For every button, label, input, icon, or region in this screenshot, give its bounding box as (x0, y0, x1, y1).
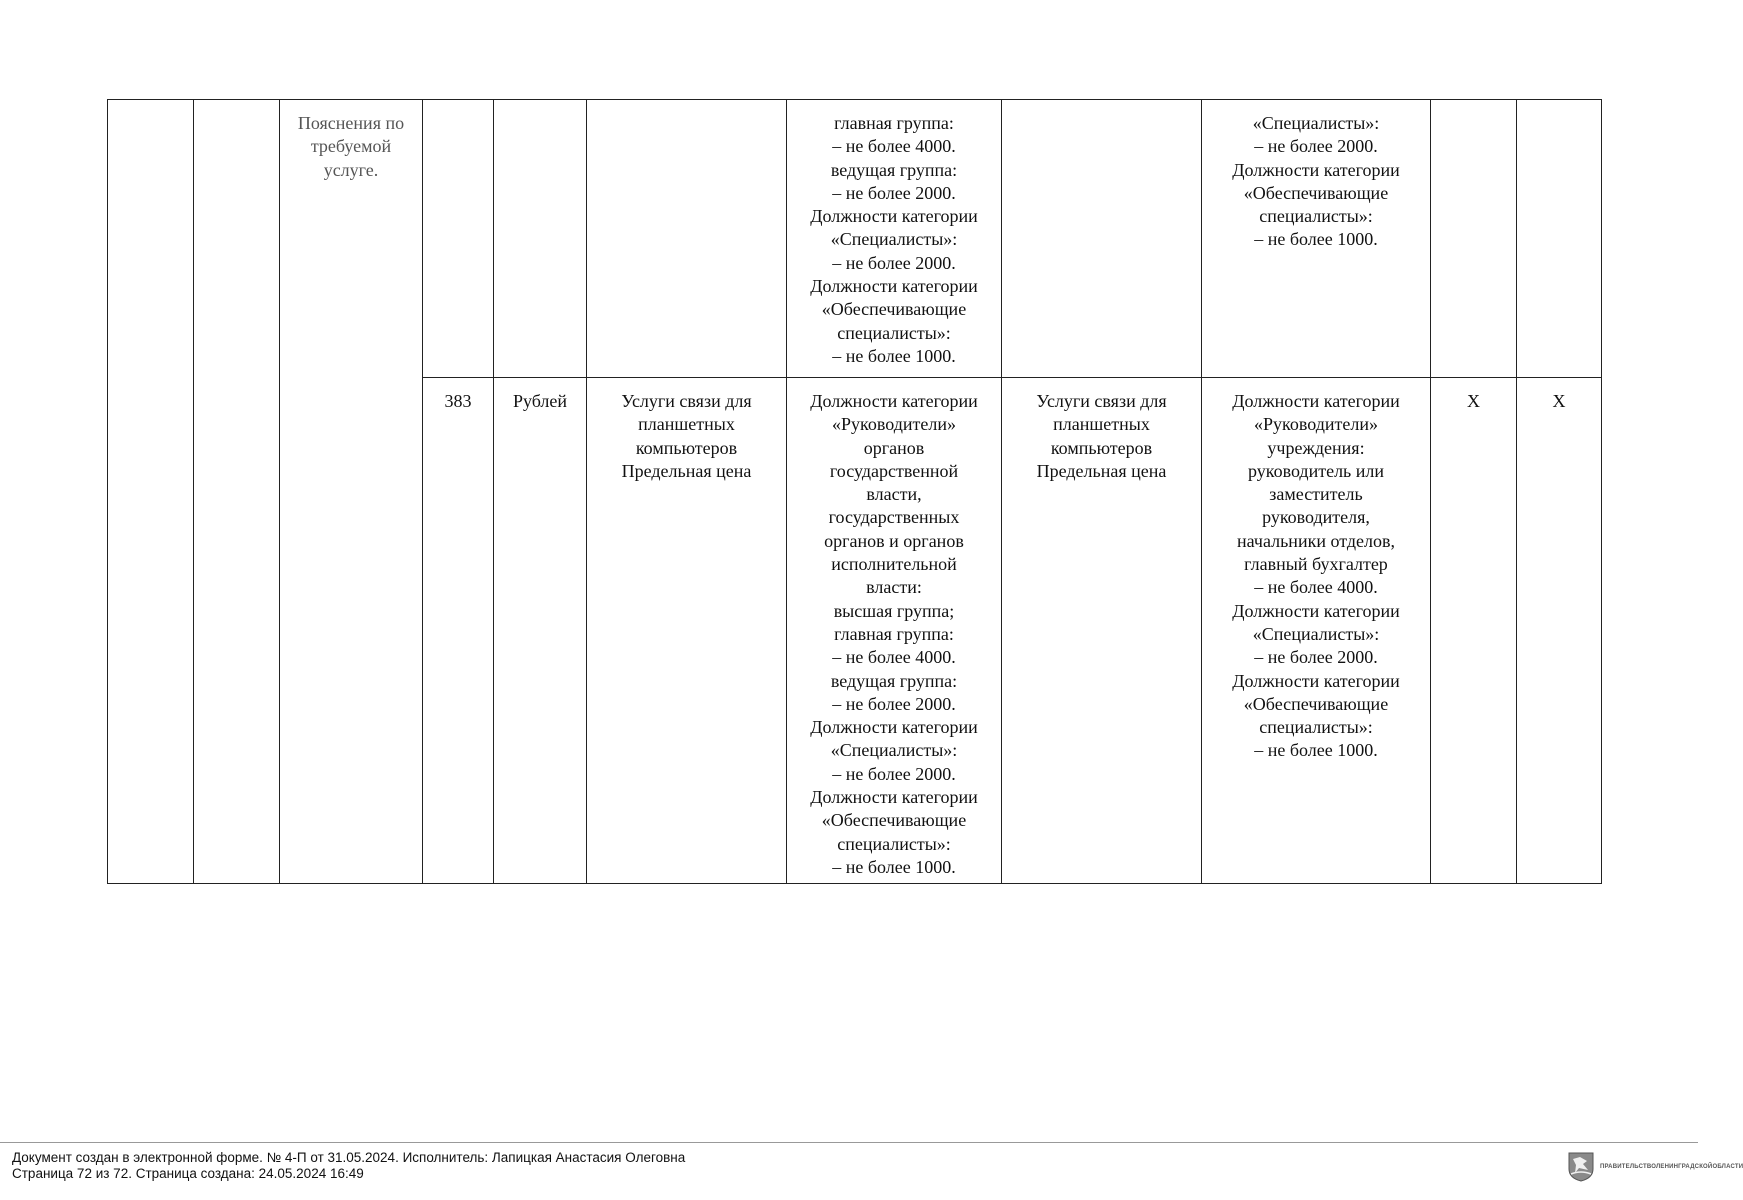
text-line: главный бухгалтер (1244, 554, 1388, 575)
table-cell-positions-state (787, 100, 1002, 378)
footer-document-info: Документ создан в электронной форме. № 4-П от 31.05.2024. Исполнитель: Лапицкая Анастасия Олеговна (12, 1150, 686, 1165)
table-cell-mark: X (1431, 378, 1517, 884)
text-line: специалисты»: (1259, 717, 1373, 738)
text-line: специалисты»: (1259, 206, 1373, 227)
coat-of-arms-icon (1568, 1152, 1594, 1182)
text-line: власти, (866, 484, 922, 505)
text-line: ОБЛАСТИ (1712, 1163, 1743, 1170)
text-line: требуемой (310, 136, 392, 157)
text-line: компьютеров (635, 437, 738, 458)
table-cell-empty (494, 100, 587, 378)
text-line: Услуги связи для (1036, 391, 1167, 411)
text-line: – не более 2000. (1254, 136, 1378, 157)
text-line: главная группа: (834, 113, 954, 133)
text-line: – не более 1000. (832, 856, 956, 877)
text-line: Пояснения по (297, 113, 405, 133)
text-line: ведущая группа: (830, 670, 958, 691)
text-line: «Специалисты»: (830, 229, 958, 250)
table-cell-empty (1431, 100, 1517, 378)
document-footer (12, 1150, 685, 1181)
table-cell-empty (108, 100, 194, 884)
text-line: Должности категории (1232, 670, 1400, 691)
table-cell-service (1002, 378, 1202, 884)
table-row (108, 100, 1602, 378)
text-line: заместитель (1269, 484, 1363, 505)
text-line: – не более 2000. (832, 693, 956, 714)
text-line: «Специалисты»: (830, 740, 958, 761)
text-line: государственных (828, 507, 960, 528)
text-line: специалисты»: (837, 322, 951, 343)
pricing-table (107, 99, 1602, 884)
text-line: Должности категории (810, 276, 978, 297)
text-line: «Обеспечивающие (1243, 182, 1389, 203)
text-line: «Руководители» (832, 414, 956, 435)
table-cell-positions-institution (1202, 378, 1431, 884)
table-cell-empty (194, 100, 280, 884)
table-cell-unit: Рублей (494, 378, 587, 884)
text-line: – не более 1000. (1254, 229, 1378, 250)
text-line: – не более 2000. (832, 252, 956, 273)
text-line: Должности категории (810, 787, 978, 808)
table-cell-positions-institution (1202, 100, 1431, 378)
text-line: – не более 2000. (832, 763, 956, 784)
text-line: специалисты»: (837, 833, 951, 854)
text-line: главная группа: (834, 623, 954, 644)
text-line: органов и органов (824, 530, 964, 551)
table-cell-code: 383 (423, 378, 494, 884)
text-line: планшетных (1053, 414, 1150, 435)
table-cell-service (587, 378, 787, 884)
footer-divider (0, 1142, 1698, 1143)
footer-page-info: Страница 72 из 72. Страница создана: 24.05.2024 16:49 (12, 1165, 364, 1181)
text-line: руководитель или (1247, 460, 1385, 481)
text-line: учреждения: (1267, 437, 1365, 458)
text-line: «Специалисты»: (1252, 623, 1380, 644)
text-line: «Специалисты»: (1252, 113, 1380, 133)
table-cell-empty (1517, 100, 1602, 378)
table-cell-explanation (280, 100, 423, 884)
text-line: «Обеспечивающие (821, 299, 967, 320)
table-cell-empty (1002, 100, 1202, 378)
text-line: – не более 2000. (1254, 647, 1378, 668)
text-line: Должности категории (1232, 159, 1400, 180)
text-line: ЛЕНИНГРАДСКОЙ (1655, 1163, 1713, 1170)
table-cell-mark: X (1517, 378, 1602, 884)
text-line: Должности категории (810, 717, 978, 738)
text-line: Услуги связи для (621, 391, 752, 411)
table-cell-empty (587, 100, 787, 378)
table-cell-positions-state (787, 378, 1002, 884)
text-line: «Обеспечивающие (821, 810, 967, 831)
text-line: компьютеров (1050, 437, 1153, 458)
text-line: начальники отделов, (1237, 530, 1395, 551)
text-line: Должности категории (1232, 600, 1400, 621)
text-line: – не более 2000. (832, 182, 956, 203)
government-logo (1568, 1150, 1743, 1184)
text-line: высшая группа; (833, 600, 955, 621)
text-line: Должности категории (810, 206, 978, 227)
text-line: «Руководители» (1254, 414, 1378, 435)
text-line: – не более 4000. (1254, 577, 1378, 598)
text-line: – не более 4000. (832, 647, 956, 668)
text-line: – не более 1000. (832, 345, 956, 366)
text-line: государственной (829, 460, 959, 481)
text-line: ПРАВИТЕЛЬСТВО (1600, 1163, 1656, 1170)
text-line: – не более 4000. (832, 136, 956, 157)
text-line: руководителя, (1262, 507, 1370, 528)
text-line: «Обеспечивающие (1243, 693, 1389, 714)
table-cell-empty (423, 100, 494, 378)
text-line: ведущая группа: (830, 159, 958, 180)
text-line: органов (863, 437, 925, 458)
text-line: Предельная цена (621, 460, 752, 481)
text-line: Предельная цена (1036, 460, 1167, 481)
text-line: Должности категории (810, 391, 978, 411)
text-line: Должности категории (1232, 391, 1400, 411)
logo-wordmark (1600, 1164, 1743, 1171)
text-line: – не более 1000. (1254, 740, 1378, 761)
text-line: услуге. (323, 159, 379, 180)
text-line: планшетных (638, 414, 735, 435)
text-line: власти: (866, 577, 922, 598)
text-line: исполнительной (831, 554, 957, 575)
